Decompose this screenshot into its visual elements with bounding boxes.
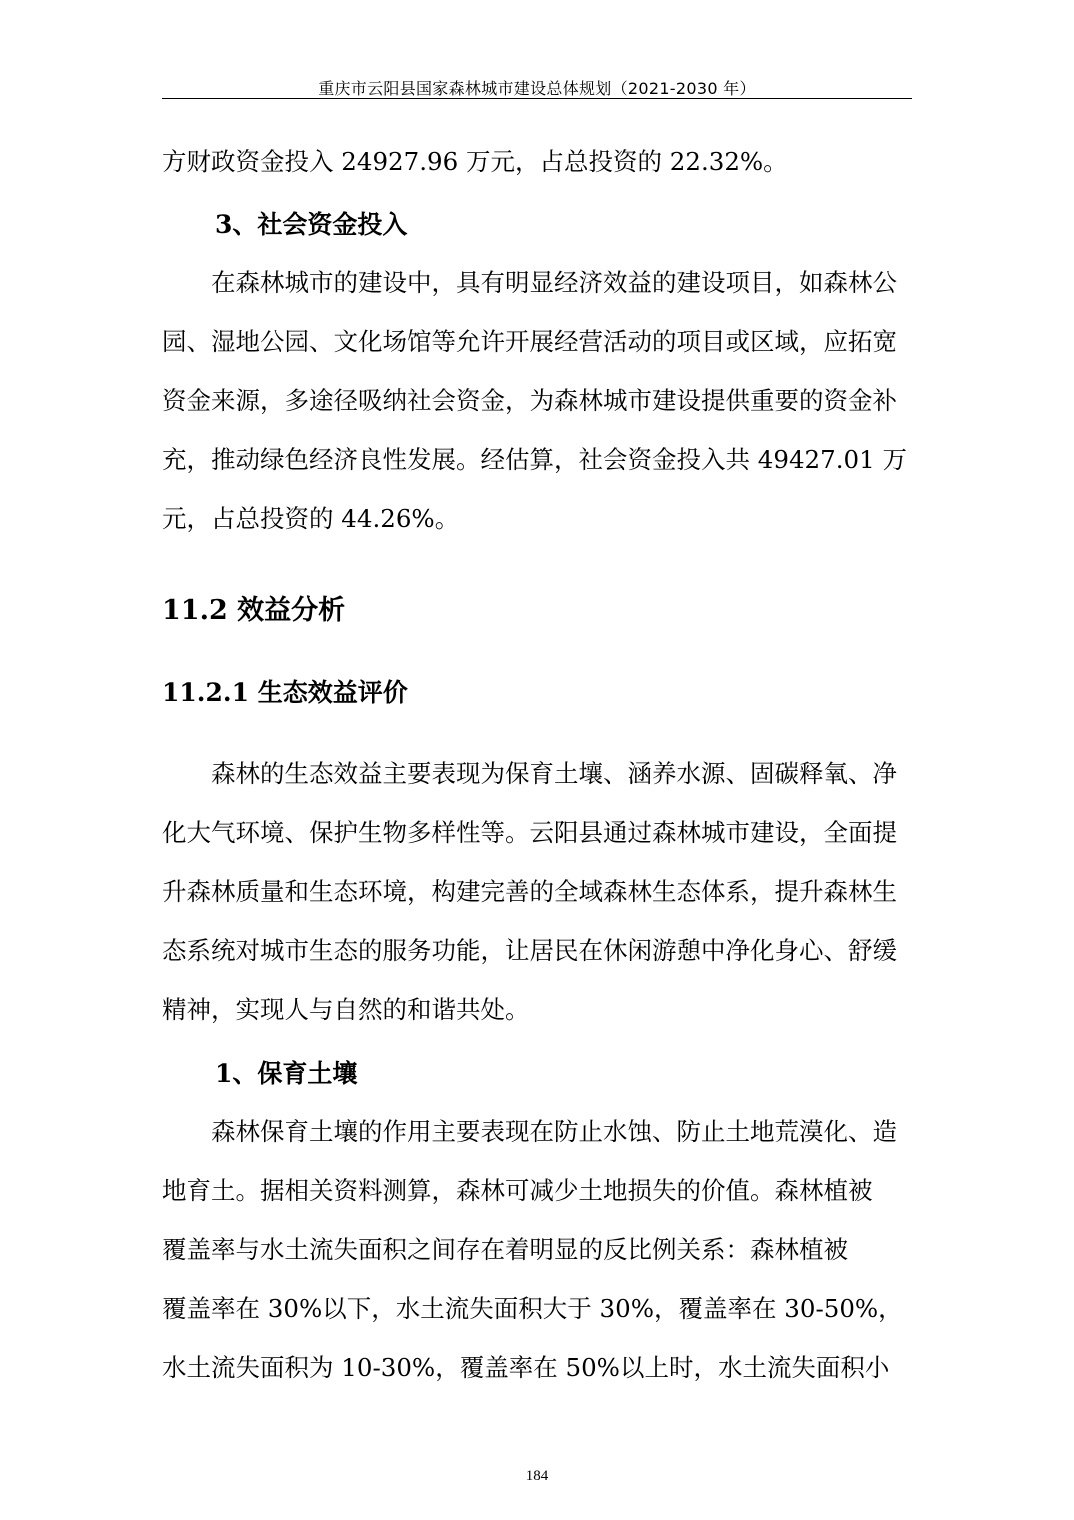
- running-header: 重庆市云阳县国家森林城市建设总体规划（2021-2030 年）: [318, 79, 756, 98]
- text-line: 资金来源，多途径吸纳社会资金，为森林城市建设提供重要的资金补: [162, 386, 897, 415]
- text-line: 园、湿地公园、文化场馆等允许开展经营活动的项目或区域，应拓宽: [162, 327, 897, 356]
- paragraph-funding-continued: [162, 132, 912, 191]
- text-line: 充，推动绿色经济良性发展。经估算，社会资金投入共 49427.01 万: [162, 445, 907, 474]
- text-line: 森林的生态效益主要表现为保育土壤、涵养水源、固碳释氧、净: [162, 759, 897, 788]
- text-line: 覆盖率在 30%以下，水土流失面积大于 30%，覆盖率在 30-50%，: [162, 1294, 903, 1323]
- text-line: 森林保育土壤的作用主要表现在防止水蚀、防止土地荒漠化、造: [162, 1117, 897, 1146]
- text-line: 地育土。据相关资料测算，森林可减少土地损失的价值。森林植被: [162, 1176, 873, 1205]
- text-line: 水土流失面积为 10-30%，覆盖率在 50%以上时，水土流失面积小: [162, 1353, 890, 1382]
- paragraph-soil-conservation: [162, 1102, 912, 1397]
- text-line: 精神，实现人与自然的和谐共处。: [162, 995, 530, 1024]
- section-heading-11-2: 11.2 效益分析: [162, 595, 346, 626]
- subheading-soil-conservation: 1、保育土壤: [215, 1059, 358, 1088]
- paragraph-ecological-benefits: [162, 744, 912, 1039]
- text-line: 元，占总投资的 44.26%。: [162, 504, 460, 533]
- text-line: 在森林城市的建设中，具有明显经济效益的建设项目，如森林公: [162, 268, 897, 297]
- paragraph-social-funds: [162, 253, 912, 548]
- header-rule: [162, 98, 912, 99]
- section-heading-11-2-1: 11.2.1 生态效益评价: [162, 678, 408, 707]
- text-line: 态系统对城市生态的服务功能，让居民在休闲游憩中净化身心、舒缓: [162, 936, 897, 965]
- text-line: 升森林质量和生态环境，构建完善的全域森林生态体系，提升森林生: [162, 877, 897, 906]
- subheading-social-funds: 3、社会资金投入: [215, 210, 408, 239]
- text-line: 覆盖率与水土流失面积之间存在着明显的反比例关系：森林植被: [162, 1235, 848, 1264]
- text-line: 方财政资金投入 24927.96 万元，占总投资的 22.32%。: [162, 147, 788, 176]
- text-line: 化大气环境、保护生物多样性等。云阳县通过森林城市建设，全面提: [162, 818, 897, 847]
- page-number: 184: [525, 1468, 549, 1484]
